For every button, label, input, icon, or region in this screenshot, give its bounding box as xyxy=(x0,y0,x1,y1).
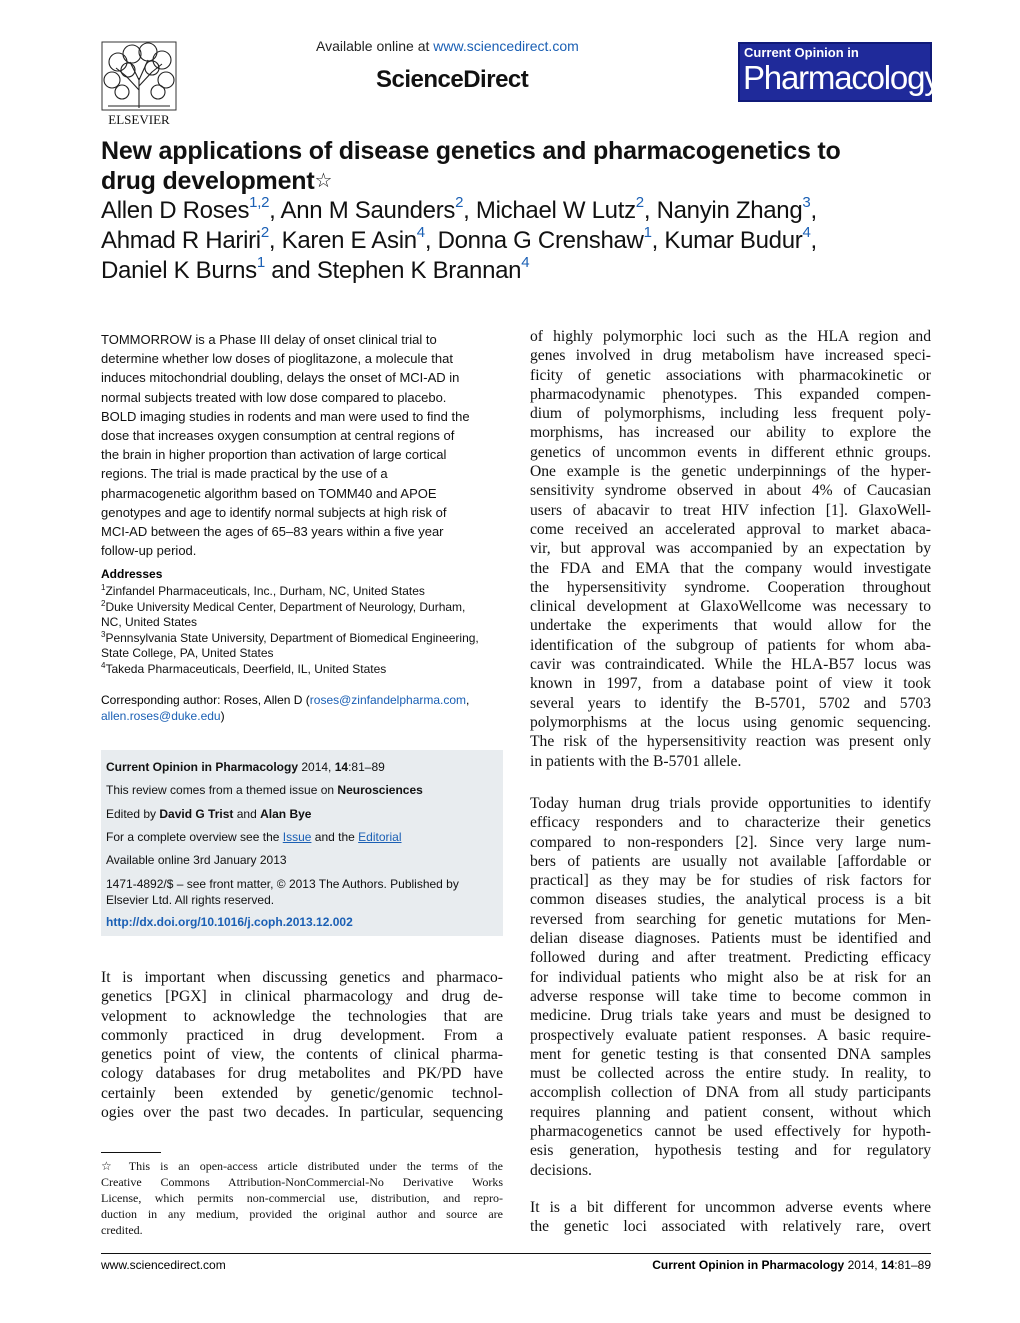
author-name: Stephen K Brannan xyxy=(316,257,522,284)
text-line: credited. xyxy=(101,1223,143,1237)
text-line: dium of polymorphisms, including less frequent poly- xyxy=(530,405,931,423)
author-separator: , xyxy=(268,227,282,254)
abstract-line: the brain in higher proportion than activation of large cortical xyxy=(101,447,447,463)
footnote-rule xyxy=(101,1152,161,1153)
author-list xyxy=(101,196,931,286)
text-line: ☆ This is an open-access article distributed under the terms of the xyxy=(101,1159,503,1173)
author-name: Ann M Saunders xyxy=(280,197,456,224)
overview-prefix: For a complete overview see the xyxy=(106,830,283,844)
text-line: genetics [PGX] in clinical pharmacology and drug de- xyxy=(101,988,503,1006)
abstract-line: BOLD imaging studies in rodents and man were used to find the xyxy=(101,408,470,424)
editor-1: David G Trist xyxy=(159,807,234,821)
text-line: ment for genetic testing is that consented DNA samples xyxy=(530,1045,931,1063)
author-name: Daniel K Burns xyxy=(101,257,257,284)
address-line xyxy=(101,646,501,662)
abstract-line: pharmacogenetic algorithm based on TOMM40 and APOE xyxy=(101,485,437,501)
infobox-editors xyxy=(106,806,498,822)
text-line: several years to identify the B-5701, 5702 and 5703 xyxy=(530,694,931,712)
text-line: users of abacavir to treat HIV infection [1]. GlaxoWell- xyxy=(530,501,931,519)
author-separator: , xyxy=(651,227,665,254)
publisher-name: ELSEVIER xyxy=(108,112,170,127)
editorial-link[interactable]: Editorial xyxy=(358,830,402,844)
text-line: followed during and after treatment. Predicting efficacy xyxy=(530,949,931,967)
footer-journal: Current Opinion in Pharmacology xyxy=(652,1258,845,1272)
right-paragraph-2 xyxy=(530,794,931,1180)
address-number: 1 xyxy=(101,583,106,592)
author-affiliation[interactable]: 4 xyxy=(416,224,425,241)
text-line: certainly been extended by genetic/genomic technol- xyxy=(101,1084,503,1102)
email-link-1[interactable]: roses@zinfandelpharma.com xyxy=(309,693,467,707)
text-line: decisions. xyxy=(530,1161,592,1179)
abstract-line: TOMMORROW is a Phase III delay of onset clinical trial to xyxy=(101,332,437,347)
text-line: ogies over the past two decades. In particular, sequencing xyxy=(101,1104,503,1122)
author-name: Donna G Crenshaw xyxy=(437,227,644,254)
infobox-available: Available online 3rd January 2013 xyxy=(106,853,287,867)
text-line: sensitivity syndrome observed in about 4% of Caucasian xyxy=(530,482,931,500)
issue-link[interactable]: Issue xyxy=(282,830,312,844)
overview-and: and the xyxy=(311,830,359,844)
address-text: Takeda Pharmaceuticals, Deerfield, IL, United States xyxy=(105,661,387,676)
address-line xyxy=(101,584,501,600)
abstract-line: MCI-AD between the ages of 65–83 years within a five year xyxy=(101,524,444,540)
author-affiliation[interactable]: 4 xyxy=(521,254,530,271)
editor-2: Alan Bye xyxy=(260,807,312,821)
text-line: ficity of genetic associations with pharmacokinetic or xyxy=(530,366,931,384)
abstract-line: regions. The trial is made practical by the use of a xyxy=(101,466,388,482)
author-affiliation[interactable]: 1 xyxy=(643,224,652,241)
theme-prefix: This review comes from a themed issue on xyxy=(106,783,338,797)
author-separator: , xyxy=(424,227,438,254)
footer-volume: 14 xyxy=(880,1258,895,1272)
address-text: Pennsylvania State University, Department of Biomedical Engineering, xyxy=(105,630,479,645)
editors-and: and xyxy=(233,807,261,821)
infobox-copyright xyxy=(106,876,498,908)
abstract-line: follow-up period. xyxy=(101,543,197,559)
address-text: State College, PA, United States xyxy=(101,646,274,660)
text-line: It is a bit different for uncommon adverse events where xyxy=(530,1199,931,1216)
author-separator: , xyxy=(810,227,817,254)
text-line: genetics of uncommon events in different ethnic groups. xyxy=(530,443,931,461)
author-affiliation[interactable]: 2 xyxy=(455,194,464,211)
text-line: bers of patients are usually not available [affordable or xyxy=(530,852,931,870)
text-line: pharmacogenetics cannot be used effectively for hypoth- xyxy=(530,1123,931,1141)
author-affiliation[interactable]: 4 xyxy=(802,224,811,241)
author-separator: , xyxy=(269,197,281,224)
abstract-line: determine whether low doses of pioglitazone, a molecule that xyxy=(101,351,453,367)
footer-pages: :81–89 xyxy=(894,1258,931,1272)
text-line: known in 1997, from a database point of view it took xyxy=(530,675,931,693)
journal-badge-large: Pharmacology xyxy=(743,59,940,96)
sciencedirect-link[interactable]: www.sciencedirect.com xyxy=(433,38,579,54)
sciencedirect-wordmark: ScienceDirect xyxy=(376,66,529,93)
elsevier-logo xyxy=(98,40,180,128)
text-line: pharmacodynamic phenotypes. This expanded compen- xyxy=(530,385,931,403)
footer-citation xyxy=(620,1258,931,1272)
address-text: NC, United States xyxy=(101,615,198,629)
addresses-list xyxy=(101,584,501,677)
author-separator: , xyxy=(810,197,817,224)
abstract-line: dose that increases oxygen consumption at central regions of xyxy=(101,428,455,444)
journal-badge-small: Current Opinion in xyxy=(744,45,859,60)
author-affiliation[interactable]: 1 xyxy=(256,254,265,271)
text-line: practical] as they may be for studies of risk factors for xyxy=(530,872,931,890)
text-line: polymorphisms at the locus using genomic sequencing. xyxy=(530,713,931,731)
text-line: common diseases studies, the analytical process is a bit xyxy=(530,891,931,909)
text-line: cology databases for drug metabolites and PK/PD have xyxy=(101,1065,503,1083)
address-number: 3 xyxy=(101,629,106,639)
footnote xyxy=(101,1158,503,1238)
infobox-overview xyxy=(106,829,498,845)
abstract-line: induces mitochondrial doubling, delays the onset of MCI-AD in xyxy=(101,370,460,386)
author-name: Michael W Lutz xyxy=(475,197,636,224)
text-line: medicine. Drug trials take years and must be designed to xyxy=(530,1007,931,1025)
corresponding-suffix: ) xyxy=(220,709,225,723)
abstract-line: genotypes and age to identify normal subjects at high risk of xyxy=(101,504,447,520)
elsevier-tree-icon xyxy=(98,40,180,128)
text-line: License, which permits non-commercial use, distribution, and repro- xyxy=(101,1191,503,1205)
text-line: morphisms, has increased our ability to explore the xyxy=(530,424,931,442)
addresses-heading: Addresses xyxy=(101,567,163,581)
text-line: commonly practiced in drug development. From a xyxy=(101,1026,503,1044)
text-line: in patients with the B-5701 allele. xyxy=(530,752,742,770)
address-text: Zinfandel Pharmaceuticals, Inc., Durham, NC, United States xyxy=(105,584,425,598)
text-line: compared to non-responders [2]. Since very large num- xyxy=(530,833,931,851)
text-line: the hypersensitivity syndrome. Cooperation throughout xyxy=(530,578,931,596)
corresponding-comma: , xyxy=(466,693,470,707)
address-line xyxy=(101,615,501,631)
text-line: genes involved in drug metabolism have increased speci- xyxy=(530,347,931,365)
corresponding-author xyxy=(101,692,501,724)
text-line: identification of the subgroup of patients for whom aba- xyxy=(530,636,931,654)
text-line: must be collected across the entire study. In reality, to xyxy=(530,1065,931,1083)
text-line: esis generation, hypothesis testing and for regulatory xyxy=(530,1142,931,1160)
corresponding-prefix: Corresponding author: Roses, Allen D ( xyxy=(101,693,310,707)
text-line: delian disease diagnoses. Patients must be identified and xyxy=(530,930,931,948)
text-line: Creative Commons Attribution-NonCommercial-No Derivative Works xyxy=(101,1175,503,1189)
footer-url[interactable]: www.sciencedirect.com xyxy=(101,1258,226,1272)
address-number: 2 xyxy=(101,598,106,608)
address-line xyxy=(101,631,501,647)
infobox-year: 2014, xyxy=(298,760,335,774)
text-line: adverse response will take time to become common in xyxy=(530,987,931,1005)
text-line: Today human drug trials provide opportunities to identify xyxy=(530,795,931,812)
text-line: efficacy responders and to characterize their genetics xyxy=(530,814,931,832)
text-line: One example is the genetic underpinnings of the hyper- xyxy=(530,463,931,481)
article-title xyxy=(101,136,931,196)
text-line: the genetic loci associated with relatively rare, overt xyxy=(530,1218,931,1236)
text-line: undertake the experiments that would allow for the xyxy=(530,617,931,635)
copyright-line-2: Elsevier Ltd. All rights reserved. xyxy=(106,893,275,907)
text-line: prospectively evaluate patient responses. A basic require- xyxy=(530,1026,931,1044)
text-line: of highly polymorphic loci such as the HLA region and xyxy=(530,328,931,345)
footer-year: 2014, xyxy=(844,1258,881,1272)
title-line-1: New applications of disease genetics and pharmacogenetics to xyxy=(101,137,841,165)
available-online xyxy=(316,38,616,54)
author-affiliation[interactable]: 2 xyxy=(260,224,269,241)
address-line xyxy=(101,662,501,678)
author-separator: , xyxy=(643,197,657,224)
theme-name: Neurosciences xyxy=(337,783,423,797)
text-line: It is important when discussing genetics and pharmaco- xyxy=(101,969,503,986)
title-line-2: drug development xyxy=(101,167,315,195)
author-affiliation[interactable]: 3 xyxy=(802,194,811,211)
text-line: reversed from searching for genetic mutations for Men- xyxy=(530,910,931,928)
text-line: vir, but approval was accompanied by an expectation by xyxy=(530,540,931,558)
author-name: Ahmad R Hariri xyxy=(101,227,261,254)
author-name: Nanyin Zhang xyxy=(656,197,803,224)
text-line: genetics point of view, the contents of clinical pharma- xyxy=(101,1046,503,1064)
email-link-2[interactable]: allen.roses@duke.edu xyxy=(101,709,221,723)
author-separator: , xyxy=(463,197,476,224)
address-text: Duke University Medical Center, Department of Neurology, Durham, xyxy=(105,599,466,614)
abstract xyxy=(101,330,493,560)
edited-prefix: Edited by xyxy=(106,807,160,821)
text-line: cavir was contraindicated. While the HLA-B57 locus was xyxy=(530,656,931,674)
author-affiliation[interactable]: 2 xyxy=(635,194,644,211)
text-line: clinical development at GlaxoWellcome was necessary to xyxy=(530,598,931,616)
infobox-theme xyxy=(106,782,498,798)
journal-badge xyxy=(738,42,940,102)
text-line: duction in any medium, provided the original author and source are xyxy=(101,1207,503,1221)
footer-rule xyxy=(101,1253,931,1254)
address-line xyxy=(101,600,501,616)
doi-link[interactable]: http://dx.doi.org/10.1016/j.coph.2013.12.002 xyxy=(106,915,353,929)
text-line: The risk of the hypersensitivity reaction was present only xyxy=(530,733,931,751)
left-body-paragraph xyxy=(101,968,503,1122)
author-name: Kumar Budur xyxy=(664,227,803,254)
infobox-journal: Current Opinion in Pharmacology xyxy=(106,760,299,774)
author-separator: and xyxy=(264,257,317,284)
title-star-icon: ☆ xyxy=(314,170,333,192)
author-affiliation[interactable]: 1,2 xyxy=(249,194,270,211)
text-line: come received an accelerated approval to market abaca- xyxy=(530,520,931,538)
abstract-line: normal subjects treated with low dose compared to placebo. xyxy=(101,389,447,405)
text-line: the FDA and EMA that the company would investigate xyxy=(530,559,931,577)
copyright-line-1: 1471-4892/$ – see front matter, © 2013 The Authors. Published by xyxy=(106,877,459,891)
infobox-pages: :81–89 xyxy=(348,760,385,774)
right-paragraph-1 xyxy=(530,327,931,771)
text-line: for individual patients who might also be at risk for an xyxy=(530,968,931,986)
infobox-volume: 14 xyxy=(334,760,349,774)
text-line: velopment to acknowledge the technologies that are xyxy=(101,1007,503,1025)
info-box xyxy=(101,750,503,936)
available-prefix: Available online at xyxy=(316,38,434,54)
author-name: Karen E Asin xyxy=(281,227,417,254)
author-name: Allen D Roses xyxy=(101,197,250,224)
text-line: requires planning and patient consent, without which xyxy=(530,1103,931,1121)
address-number: 4 xyxy=(101,660,106,670)
right-paragraph-3 xyxy=(530,1198,931,1237)
infobox-citation xyxy=(106,759,498,775)
text-line: accomplish collection of DNA from all study participants xyxy=(530,1084,931,1102)
